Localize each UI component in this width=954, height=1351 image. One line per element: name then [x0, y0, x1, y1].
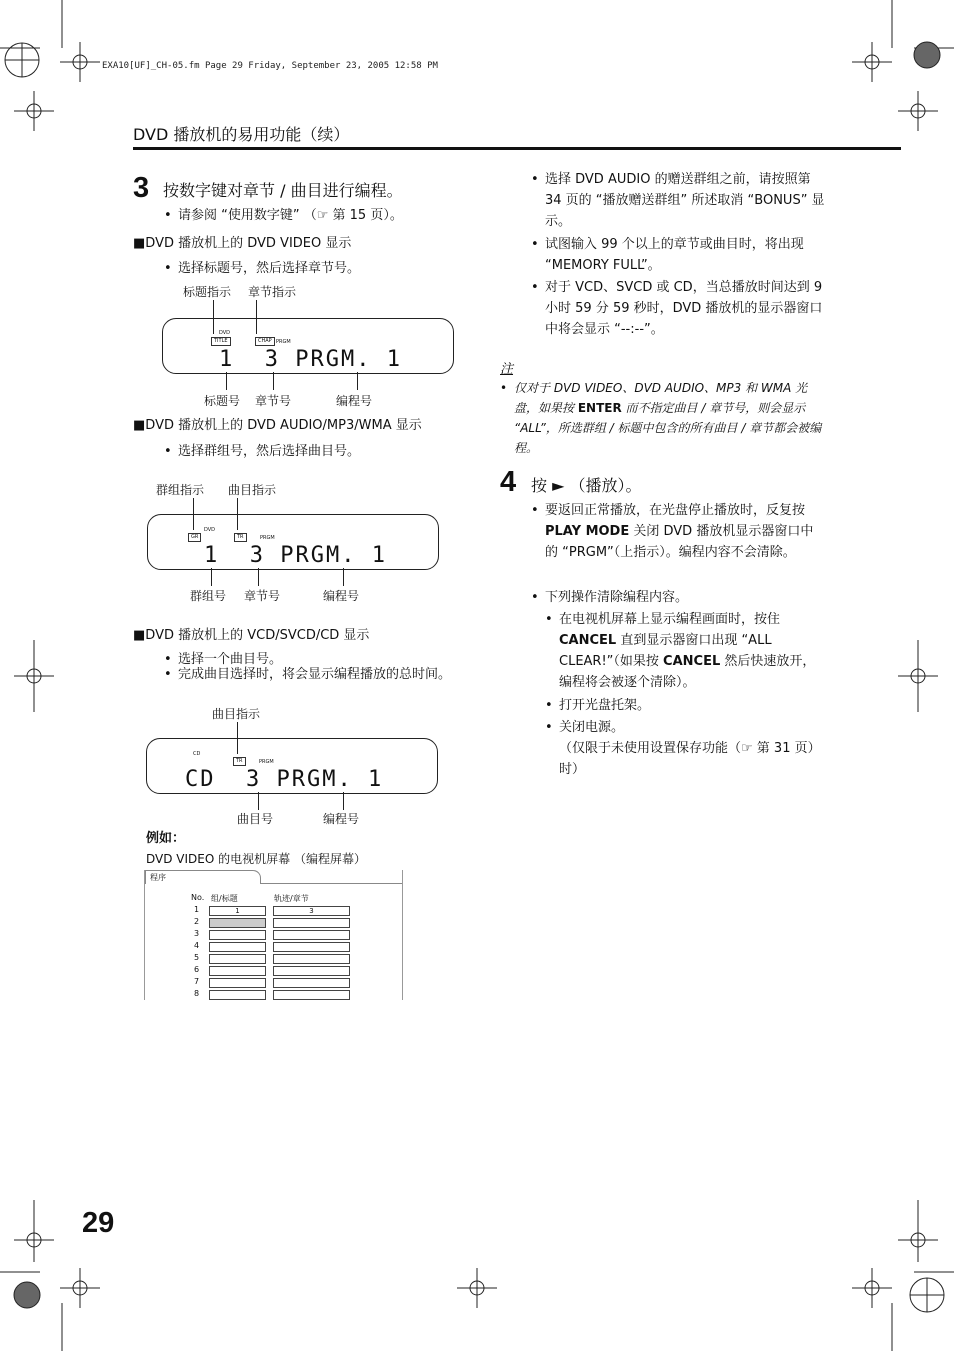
- group-cell: [209, 942, 266, 952]
- program-number-label: 编程号: [323, 812, 360, 826]
- step-4-bullet: • 下列操作清除编程内容。: [545, 587, 688, 608]
- chap-indicator: CHAP: [255, 337, 275, 346]
- track-cell: [273, 930, 350, 940]
- dvd-indicator: DVD: [219, 330, 231, 336]
- group-indicator-label: 群组指示: [156, 483, 205, 497]
- leader-line: [258, 568, 259, 586]
- track-indicator-label: 曲目指示: [228, 483, 277, 497]
- note-bullet: •: [500, 381, 508, 395]
- title-indicator-label: 标题指示: [183, 285, 232, 299]
- segment-display: 1 3 PRGM. 1: [219, 347, 402, 372]
- dvd-audio-bullet: • 选择群组号，然后选择曲目号。: [178, 441, 360, 462]
- cancel-key: CANCEL: [559, 633, 617, 648]
- title-number-label: 标题号: [204, 394, 241, 408]
- sub-bullet: • 打开光盘托架。: [559, 695, 650, 716]
- prgm-indicator: PRGM: [260, 535, 275, 541]
- step-3-ref: • 请参阅 “使用数字键” （☞ 第 15 页）。: [178, 205, 403, 226]
- dvd-audio-heading: ■DVD 播放机上的 DVD AUDIO/MP3/WMA 显示: [133, 418, 422, 433]
- row-number: 6: [194, 965, 200, 974]
- group-cell: [209, 918, 266, 928]
- leader-line: [211, 568, 212, 586]
- vcd-bullet: • 完成曲目选择时，将会显示编程播放的总时间。: [178, 667, 458, 682]
- s1-post: 然后快速放开，编程将会被逐个清除）。: [559, 654, 816, 690]
- group-cell: [209, 978, 266, 988]
- gr-indicator: GR: [188, 533, 201, 542]
- sub-bullet: • 关闭电源。: [559, 717, 624, 738]
- right-bullet: • 选择 DVD AUDIO 的赠送群组之前，请按照第 34 页的 “播放赠送群组” 所述取消 “BONUS” 显示。: [545, 169, 825, 232]
- s1-pre: 在电视机屏幕上显示编程画面时，按住: [559, 612, 781, 627]
- dvd-video-bullet: • 选择标题号，然后选择章节号。: [178, 258, 360, 279]
- lcd-display-dvd-audio: [147, 514, 439, 570]
- cd-indicator: CD: [193, 751, 201, 757]
- lcd-display-vcd: [146, 738, 438, 794]
- row-number: 8: [194, 989, 200, 998]
- program-number-label: 编程号: [323, 589, 360, 603]
- note-text: [500, 378, 826, 458]
- leader-line: [258, 792, 259, 810]
- group-cell: [209, 966, 266, 976]
- play-mode-key: PLAY MODE: [545, 524, 630, 539]
- prgm-indicator: PRGM: [259, 759, 274, 765]
- track-cell: [273, 966, 350, 976]
- tr-indicator: TR: [233, 757, 246, 766]
- s1-mid: 直到显示器窗口出现 “ALL CLEAR!”（如果按: [559, 633, 772, 669]
- step-4-bullet: [545, 500, 825, 563]
- sub-bullet: [559, 609, 825, 693]
- row-number: 1: [194, 905, 200, 914]
- right-bullet: • 试图输入 99 个以上的章节或曲目时，将出现 “MEMORY FULL”。: [545, 234, 825, 276]
- track-cell: 3: [273, 906, 350, 916]
- row-number: 4: [194, 941, 200, 950]
- leader-line: [226, 372, 227, 390]
- power-note: （仅限于未使用设置保存功能（☞ 第 31 页）时）: [559, 741, 821, 777]
- page-number: 29: [82, 1207, 115, 1239]
- leader-line: [343, 792, 344, 810]
- section-title: DVD 播放机的易用功能（续）: [133, 125, 350, 144]
- group-cell: 1: [209, 906, 266, 916]
- prgm-indicator: PRGM: [276, 339, 291, 345]
- b1-pre: 要返回正常播放，在光盘停止播放时，反复按: [545, 503, 806, 518]
- example-caption: DVD VIDEO 的电视机屏幕 （编程屏幕）: [146, 852, 366, 866]
- segment-display: 1 3 PRGM. 1: [204, 543, 387, 568]
- tab-rule: [261, 883, 402, 884]
- leader-line: [357, 372, 358, 390]
- dvd-indicator: DVD: [204, 527, 216, 533]
- step-4-title: 按 ► （播放）。: [531, 476, 642, 495]
- group-number-label: 群组号: [190, 589, 227, 603]
- step-3-number: 3: [133, 172, 150, 204]
- vcd-heading: ■DVD 播放机上的 VCD/SVCD/CD 显示: [133, 628, 370, 643]
- track-cell: [273, 954, 350, 964]
- program-screen: [144, 870, 403, 1000]
- note-title: 注: [500, 362, 514, 377]
- program-tab: 程序: [145, 870, 261, 884]
- chapter-number-label: 章节号: [244, 589, 281, 603]
- title-indicator: TITLE: [211, 337, 231, 346]
- leader-line: [343, 568, 344, 586]
- track-cell: [273, 978, 350, 988]
- step-3-title: 按数字键对章节 / 曲目进行编程。: [163, 181, 403, 200]
- b1-post: 关闭 DVD 播放机显示器窗口中的 “PRGM”（上指示）。编程内容不会清除。: [545, 524, 814, 560]
- col-track: 轨迹/章节: [274, 894, 309, 903]
- row-number: 7: [194, 977, 200, 986]
- note-text-pre: 仅对于 DVD VIDEO、DVD AUDIO、MP3 和 WMA 光盘，如果按: [514, 381, 808, 415]
- col-no: No.: [191, 893, 205, 902]
- tr-indicator: TR: [234, 533, 247, 542]
- col-group: 组/标题: [211, 894, 238, 903]
- track-indicator-label: 曲目指示: [212, 707, 261, 721]
- group-cell: [209, 930, 266, 940]
- note-text-post: 而不指定曲目 / 章节号，则会显示 “ALL”，所选群组 / 标题中包含的所有曲目 / 章节都会被编程。: [514, 401, 822, 455]
- track-cell: [273, 918, 350, 928]
- step-4-number: 4: [500, 466, 517, 498]
- row-number: 3: [194, 929, 200, 938]
- track-cell: [273, 942, 350, 952]
- leader-line: [273, 372, 274, 390]
- chapter-number-label: 章节号: [255, 394, 292, 408]
- group-cell: [209, 990, 266, 1000]
- track-number-label: 曲目号: [237, 812, 274, 826]
- right-bullet: • 对于 VCD、SVCD 或 CD，当总播放时间达到 9 小时 59 分 59 秒时，DVD 播放机的显示器窗口中将会显示 “--:--”。: [545, 277, 825, 340]
- lcd-display-dvd-video: [162, 318, 454, 374]
- dvd-video-heading: ■DVD 播放机上的 DVD VIDEO 显示: [133, 236, 352, 251]
- section-rule: [133, 147, 901, 150]
- row-number: 5: [194, 953, 200, 962]
- group-cell: [209, 954, 266, 964]
- row-number: 2: [194, 917, 200, 926]
- example-label: 例如：: [146, 831, 186, 846]
- file-header: EXA10[UF]_CH-05.fm Page 29 Friday, September 23, 2005 12:58 PM: [102, 61, 438, 71]
- chapter-indicator-label: 章节指示: [248, 285, 297, 299]
- program-number-label: 编程号: [336, 394, 373, 408]
- track-cell: [273, 990, 350, 1000]
- vcd-bullet: • 选择一个曲目号。: [178, 649, 282, 670]
- cancel-key: CANCEL: [663, 654, 721, 669]
- segment-display: CD 3 PRGM. 1: [185, 767, 384, 792]
- enter-key: ENTER: [577, 401, 622, 415]
